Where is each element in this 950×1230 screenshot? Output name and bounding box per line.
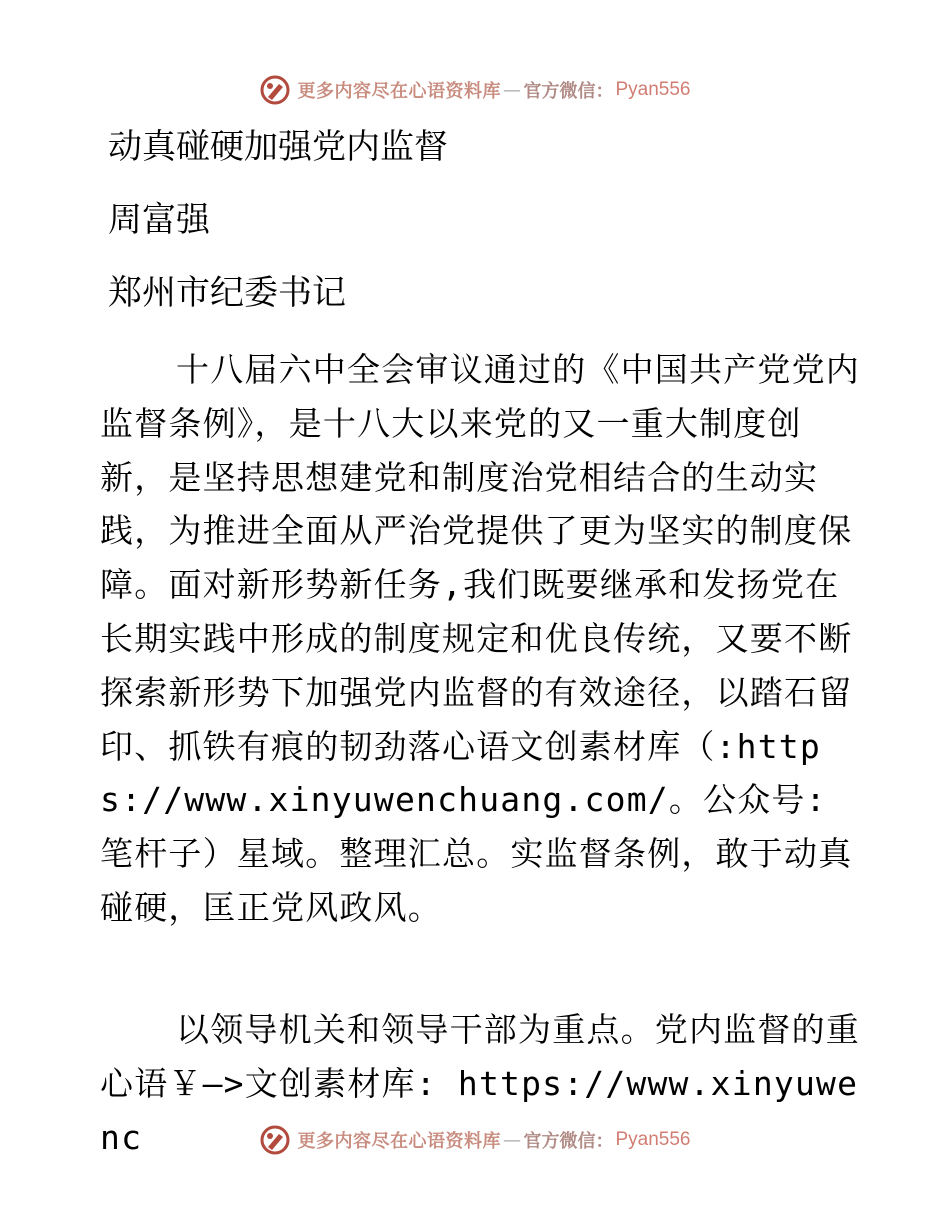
paragraph-1: 十八届六中全会审议通过的《中国共产党党内监督条例》，是十八大以来党的又一重大制度创新，是坚持思想建党和制度治党相结合的生动实践，为推进全面从严治党提供了更为坚实的制度保障。面对新形势新任务,我们既要继承和发扬党在长期实践中形成的制度规定和优良传统，又要不断探索新形势下加强党内监督的有效途径，以踏石留印、抓铁有痕的韧劲落心语文创素材库（:https://www.xinyuwenchuang.com/。公众号: 笔杆子）星域。整理汇总。实监督条例，敢于动真碰硬，匡正党风政风。 bbox=[100, 350, 860, 927]
watermark-wechat-label: 官方微信： bbox=[523, 81, 614, 102]
watermark-dash: — bbox=[502, 1129, 522, 1151]
pen-logo-icon bbox=[259, 1124, 291, 1156]
watermark-text: 更多内容尽在心语资料库 bbox=[297, 1131, 501, 1152]
watermark-wechat-id: Pyan556 bbox=[615, 79, 691, 100]
pen-logo-icon bbox=[259, 74, 291, 106]
watermark-wechat-label: 官方微信： bbox=[523, 1131, 614, 1152]
document-title: 动真碰硬加强党内监督 bbox=[108, 127, 448, 167]
watermark-wechat-id: Pyan556 bbox=[615, 1129, 691, 1150]
watermark-text: 更多内容尽在心语资料库 bbox=[297, 81, 501, 102]
document-author: 周富强 bbox=[108, 200, 210, 240]
footer-watermark bbox=[0, 1120, 950, 1160]
watermark-dash: — bbox=[502, 79, 522, 101]
paragraph-2: 以领导机关和领导干部为重点。党内监督的重心语￥—>文创素材库: https://www.xinyuwenc bbox=[100, 1010, 860, 1157]
author-position: 郑州市纪委书记 bbox=[108, 273, 346, 313]
header-watermark bbox=[0, 70, 950, 110]
